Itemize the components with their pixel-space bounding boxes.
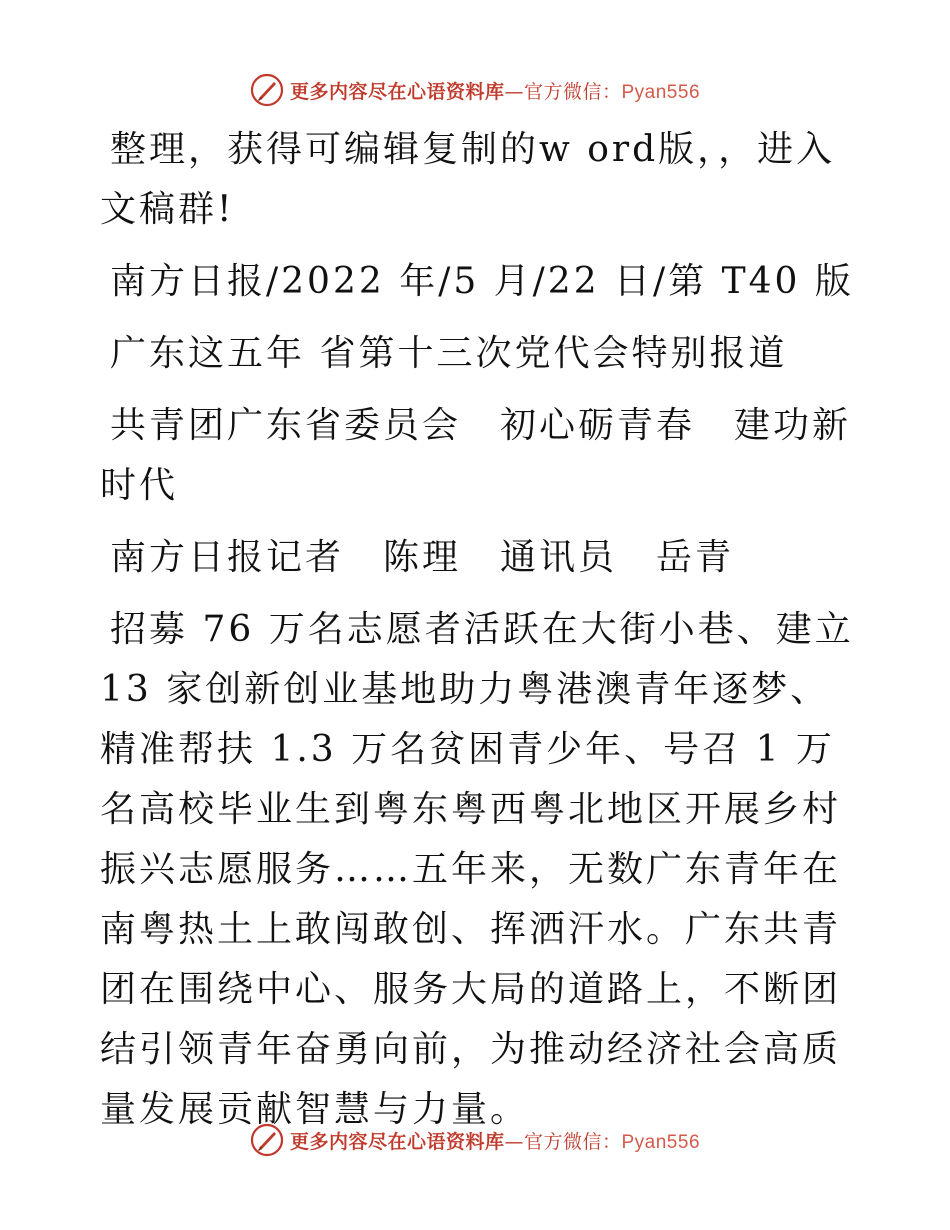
banner-dash: — — [504, 80, 524, 103]
banner-official-label: 官方微信： — [523, 1130, 622, 1153]
column-title: 广东这五年 省第十三次党代会特别报道 — [110, 333, 788, 374]
footer-watermark-banner — [0, 1120, 950, 1160]
banner-text — [290, 1127, 700, 1154]
quill-logo-icon — [250, 1123, 284, 1157]
byline: 南方日报记者 陈理 通讯员 岳青 — [110, 537, 735, 578]
banner-dash: — — [504, 1130, 524, 1153]
document-body — [100, 120, 860, 1140]
banner-text — [290, 77, 700, 104]
banner-main-text: 更多内容尽在心语资料库 — [289, 1130, 505, 1153]
quill-logo-icon — [250, 73, 284, 107]
lead-paragraph: 招募 76 万名志愿者活跃在大街小巷、建立 13 家创新创业基地助力粤港澳青年逐梦、精准帮扶 1.3 万名贫困青少年、号召 1 万名高校毕业生到粤东粤西粤北地区开展乡村振兴志愿服务……五年来，无数广东青年在南粤热土上敢闯敢创、挥洒汗水。广东共青团在围绕中心、服务大局的道路上，不断团结引领青年奋勇向前，为推动经济社会高质量发展贡献智慧与力量。 — [100, 609, 854, 1130]
header-watermark-banner — [0, 70, 950, 110]
article-headline: 共青团广东省委员会 初心砺青春 建功新时代 — [100, 405, 852, 506]
banner-wechat-id: Pyan556 — [621, 1131, 701, 1153]
source-line: 南方日报/2022 年/5 月/22 日/第 T40 版 — [110, 261, 854, 302]
intro-paragraph: 整理，获得可编辑复制的w ord版，，进入文稿群! — [100, 129, 836, 230]
banner-official-label: 官方微信： — [523, 80, 622, 103]
banner-wechat-id: Pyan556 — [621, 81, 701, 103]
banner-main-text: 更多内容尽在心语资料库 — [289, 80, 505, 103]
